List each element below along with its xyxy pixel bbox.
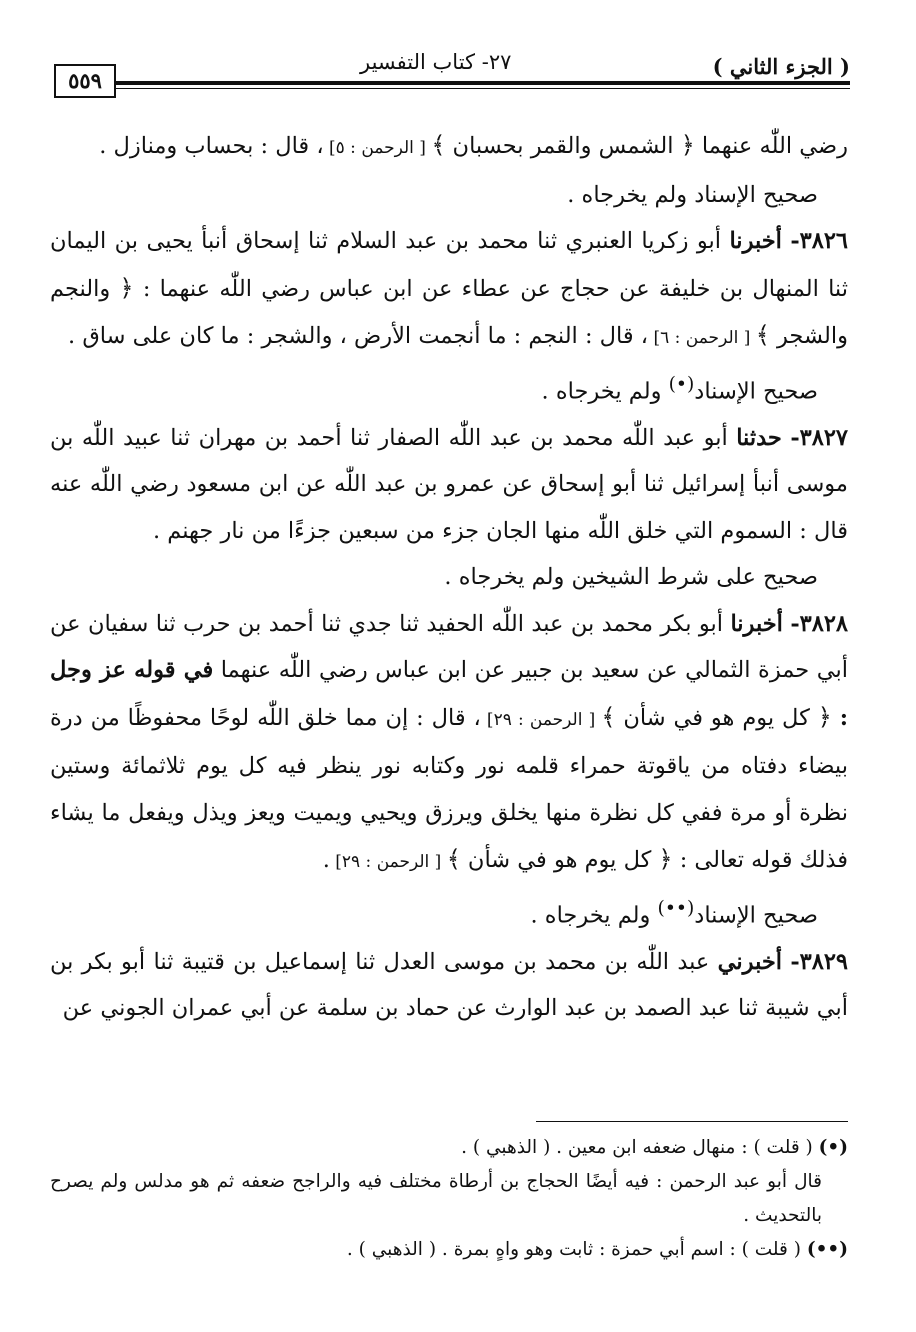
text-run: ، قال : بحساب ومنازل . bbox=[99, 133, 324, 159]
surah-reference: [ الرحمن : ٢٩] bbox=[329, 852, 447, 872]
text-run: أبو بكر محمد بن عبد اللّٰه الحفيد ثنا جدي ثنا أحمد بن حرب ثنا سفيان عن أبي حمزة الثمالي عن سعيد بن جبير عن ابن عباس رضي اللّٰه عنهما bbox=[50, 610, 848, 683]
footnote-marker: (•) bbox=[668, 373, 695, 395]
footnote-1-comment bbox=[50, 1165, 848, 1233]
quran-quote: كل يوم هو في شأن bbox=[460, 847, 659, 873]
footnote-1 bbox=[50, 1131, 848, 1165]
hadith-3827 bbox=[50, 415, 848, 555]
hadith-3828 bbox=[50, 601, 848, 886]
surah-reference: [ الرحمن : ٥] bbox=[323, 138, 432, 158]
text-run: أبو عبد اللّٰه محمد بن عبد اللّٰه الصفار ثنا أحمد بن مهران ثنا عبيد اللّٰه بن موسى أنبأ إسرائيل ثنا أبو إسحاق عن عمرو بن عبد اللّٰه عن ابن مسعود رضي اللّٰه عنه قال : السموم التي خلق اللّٰه منها الجان جزء من سبعين جزءًا من نار جهنم . bbox=[50, 424, 848, 544]
surah-reference: [ الرحمن : ٢٩] bbox=[480, 709, 602, 730]
transmission-verb: حدثنا bbox=[736, 424, 782, 451]
transmission-verb: أخبرني bbox=[717, 948, 783, 975]
hadith-number: ٣٨٢٧- bbox=[790, 424, 848, 451]
quran-bracket-open: ﴿ bbox=[680, 131, 695, 159]
footnote-separator bbox=[536, 1121, 848, 1122]
hadith-number: ٣٨٢٨- bbox=[790, 610, 849, 637]
hadith-number: ٣٨٢٦- bbox=[790, 228, 849, 254]
text-run: ، قال : النجم : ما أنجمت الأرض ، والشجر : ما كان على ساق . bbox=[68, 323, 649, 349]
text-run: ، قال : إن مما خلق اللّٰه لوحًا محفوظًا من درة بيضاء دفتاه من ياقوتة حمراء قلمه نور وكتابه نور ينظر فيه كل يوم ثلاثمائة وستين نظرة أو مرة ففي كل نظرة منها يخلق ويرزق ويحيي ويميت ويعز ويذل ويفعل ما يشاء فذلك قوله تعالى : bbox=[50, 704, 848, 873]
transmission-verb: أخبرنا bbox=[729, 228, 782, 254]
text-run bbox=[832, 705, 840, 731]
quran-bracket-close: ﴾ bbox=[431, 131, 446, 159]
page-number-box bbox=[54, 64, 116, 98]
grading-text: صحيح الإسناد ولم يخرجاه . bbox=[567, 181, 818, 208]
surah-reference: [ الرحمن : ٦] bbox=[648, 328, 756, 348]
header-rule-thick bbox=[116, 81, 850, 85]
main-text bbox=[50, 122, 848, 1032]
text-run: رضي اللّٰه عنهما bbox=[694, 133, 848, 159]
quran-bracket-open: ﴿ bbox=[817, 702, 832, 731]
grading-line bbox=[50, 172, 848, 219]
running-head-chapter: ٢٧- كتاب التفسير bbox=[360, 50, 512, 74]
hadith-3826 bbox=[50, 218, 848, 362]
hadith-3829 bbox=[50, 939, 848, 1032]
grading-text: صحيح على شرط الشيخين ولم يخرجاه . bbox=[444, 564, 818, 590]
quran-bracket-close: ﴾ bbox=[601, 702, 616, 731]
grading-text: صحيح الإسناد bbox=[694, 378, 818, 404]
grading-text: صحيح الإسناد bbox=[694, 902, 818, 928]
bold-phrase: في قوله عز وجل : bbox=[50, 657, 848, 731]
quran-bracket-close: ﴾ bbox=[755, 321, 770, 349]
quran-bracket-close: ﴾ bbox=[446, 845, 461, 873]
footnote-2 bbox=[50, 1233, 848, 1267]
quran-quote: كل يوم هو في شأن bbox=[615, 704, 818, 731]
text-run: . bbox=[322, 847, 330, 873]
text-run: أبو زكريا العنبري ثنا محمد بن عبد السلام ثنا إسحاق أنبأ يحيى بن اليمان ثنا المنهال بن خليفة عن حجاج عن عطاء عن ابن عباس رضي اللّٰه عنهما : bbox=[50, 228, 848, 302]
quran-quote: والنجم والشجر bbox=[50, 275, 848, 349]
footnote-text: قال أبو عبد الرحمن : فيه أيضًا الحجاج بن أرطاة مختلف فيه والراجح ضعفه ثم هو مدلس ولم يصرح بالتحديث . bbox=[50, 1171, 822, 1226]
footnote-text: ( قلت ) : منهال ضعفه ابن معين . ( الذهبي ) . bbox=[461, 1137, 819, 1158]
footnote-marker: (•) bbox=[818, 1137, 848, 1158]
page-number: ٥٥٩ bbox=[68, 68, 102, 93]
quran-bracket-open: ﴿ bbox=[119, 273, 134, 302]
paragraph-continuation bbox=[50, 122, 848, 172]
footnote-marker: (••) bbox=[657, 897, 695, 919]
text-run: عبد اللّٰه بن محمد بن موسى العدل ثنا إسماعيل بن قتيبة ثنا أبو بكر بن أبي شيبة ثنا عبد الصمد بن عبد الوارث عن حماد بن سلمة عن أبي عمران الجوني عن bbox=[50, 948, 848, 1021]
grading-line bbox=[50, 886, 848, 939]
running-head-volume: ( الجزء الثاني ) bbox=[712, 54, 850, 79]
footnote-text: ( قلت ) : اسم أبي حمزة : ثابت وهو واهٍ بمرة . ( الذهبي ) . bbox=[346, 1239, 807, 1260]
hadith-number: ٣٨٢٩- bbox=[790, 948, 848, 975]
footnote-marker: (••) bbox=[806, 1239, 848, 1260]
grading-line bbox=[50, 362, 848, 415]
footnotes bbox=[50, 1131, 848, 1267]
grading-line bbox=[50, 554, 848, 601]
grading-text: ولم يخرجاه . bbox=[541, 378, 669, 404]
grading-text: ولم يخرجاه . bbox=[530, 902, 658, 928]
quran-bracket-open: ﴿ bbox=[658, 845, 673, 873]
header-rule-thin bbox=[116, 88, 850, 89]
transmission-verb: أخبرنا bbox=[730, 610, 783, 637]
quran-quote: الشمس والقمر بحسبان bbox=[445, 133, 681, 159]
